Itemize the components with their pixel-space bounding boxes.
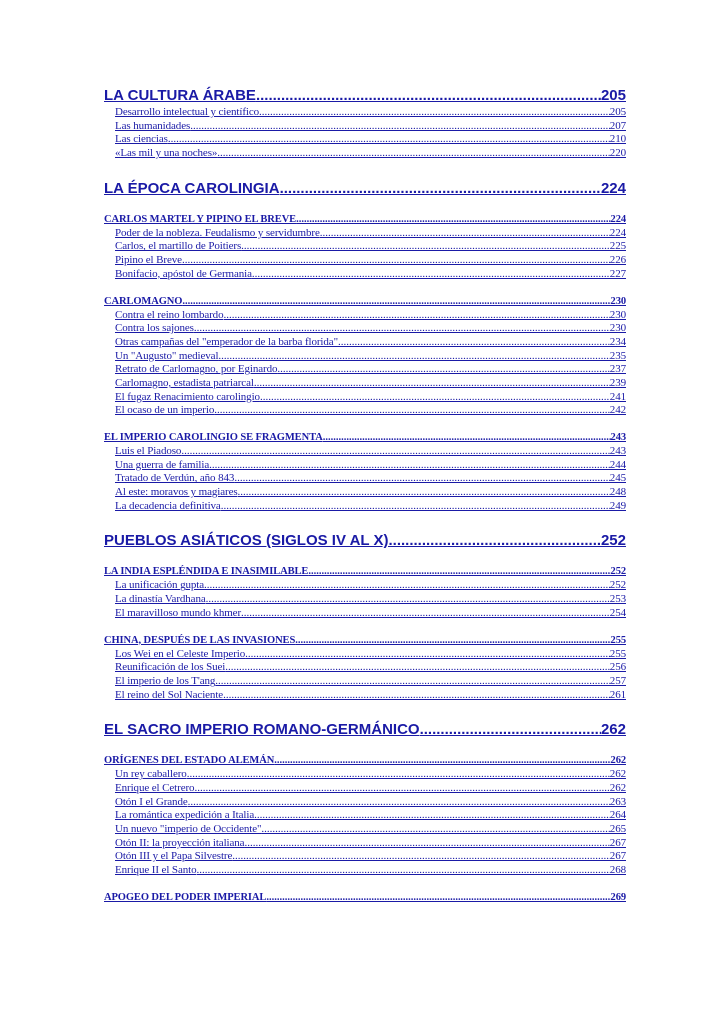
toc-dot-leader xyxy=(209,459,610,473)
toc-subsection-link[interactable] xyxy=(104,106,626,120)
toc-dot-leader xyxy=(182,254,610,268)
toc-subsection-link[interactable] xyxy=(104,579,626,593)
toc-subsection-link[interactable] xyxy=(104,133,626,147)
toc-page-number: 255 xyxy=(609,647,626,660)
toc-dot-leader xyxy=(232,850,610,864)
toc-dot-leader xyxy=(168,133,610,147)
toc-subsection-link[interactable] xyxy=(104,782,626,796)
toc-entry-title: PUEBLOS ASIÁTICOS (SIGLOS IV AL X) xyxy=(104,532,389,550)
toc-dot-leader xyxy=(244,837,609,851)
toc-dot-leader xyxy=(261,823,609,837)
toc-page-number: 230 xyxy=(609,322,626,335)
toc-page-number: 243 xyxy=(610,432,626,443)
toc-page-number: 245 xyxy=(609,472,626,485)
toc-entry-title: LA INDIA ESPLÉNDIDA E INASIMILABLE xyxy=(104,566,309,578)
toc-page-number: 205 xyxy=(600,87,626,104)
toc-entry-title: Otón II: la proyección italiana xyxy=(115,836,245,849)
toc-section-link[interactable] xyxy=(104,634,626,648)
toc-subsection-link[interactable] xyxy=(104,268,626,282)
toc-page-number: 235 xyxy=(609,349,626,362)
toc-entry-title: Bonifacio, apóstol de Germania xyxy=(115,267,252,280)
toc-page-number: 262 xyxy=(600,721,626,739)
toc-dot-leader xyxy=(182,295,610,309)
toc-dot-leader xyxy=(194,322,610,336)
toc-page-number: 225 xyxy=(609,240,626,253)
toc-entry-title: El maravilloso mundo khmer xyxy=(115,606,242,619)
toc-section-link[interactable] xyxy=(104,295,626,309)
toc-dot-leader xyxy=(223,689,610,703)
toc-subsection-link[interactable] xyxy=(104,227,626,241)
toc-subsection-link[interactable] xyxy=(104,309,626,323)
toc-dot-leader xyxy=(320,227,610,241)
toc-entry-title: La decadencia definitiva xyxy=(115,499,221,512)
toc-dot-leader xyxy=(218,350,609,364)
toc-dot-leader xyxy=(388,531,600,551)
toc-page-number: 207 xyxy=(609,119,626,132)
toc-subsection-link[interactable] xyxy=(104,607,626,621)
toc-entry-title: Un rey caballero xyxy=(115,768,187,781)
toc-page-number: 262 xyxy=(609,781,626,794)
toc-entry-title: Una guerra de familia xyxy=(115,458,210,471)
toc-entry-title: El ocaso de un imperio xyxy=(115,404,215,417)
toc-dot-leader xyxy=(197,864,610,878)
toc-dot-leader xyxy=(252,268,610,282)
toc-entry-title: EL IMPERIO CAROLINGIO SE FRAGMENTA xyxy=(104,432,323,443)
toc-entry-title: Un "Augusto" medieval xyxy=(115,349,219,362)
toc-page-number: 239 xyxy=(609,376,626,389)
toc-page-number: 227 xyxy=(609,267,626,280)
toc-dot-leader xyxy=(204,579,610,593)
toc-page-number: 269 xyxy=(610,891,626,903)
toc-dot-leader xyxy=(190,120,610,134)
toc-page-number: 248 xyxy=(609,486,626,499)
toc-page-number: 230 xyxy=(610,295,626,307)
toc-page-number: 243 xyxy=(609,445,626,457)
toc-entry-title: El imperio de los T'ang xyxy=(115,674,216,687)
toc-dot-leader xyxy=(241,240,610,254)
toc-entry-title: CARLOS MARTEL Y PIPINO EL BREVE xyxy=(104,213,297,225)
toc-chapter-link[interactable] xyxy=(104,179,626,199)
toc-page-number: 267 xyxy=(609,850,626,863)
toc-entry-title: Otón III y el Papa Silvestre xyxy=(115,850,233,863)
toc-entry-title: EL SACRO IMPERIO ROMANO-GERMÁNICO xyxy=(104,721,420,739)
toc-subsection-link[interactable] xyxy=(104,445,626,459)
toc-entry-title: Reunificación de los Suei xyxy=(115,661,226,674)
toc-page-number: 252 xyxy=(600,532,626,550)
toc-page-number: 254 xyxy=(609,606,626,619)
toc-dot-leader xyxy=(241,607,610,621)
toc-page-number: 262 xyxy=(609,768,626,781)
toc-dot-leader xyxy=(295,634,610,648)
toc-subsection-link[interactable] xyxy=(104,768,626,782)
toc-page-number: 237 xyxy=(609,363,626,376)
toc-section-link[interactable] xyxy=(104,213,626,227)
toc-entry-title: Un nuevo "imperio de Occidente" xyxy=(115,823,262,835)
toc-dot-leader xyxy=(274,754,610,768)
toc-page-number: 267 xyxy=(609,836,626,849)
toc-page-number: 262 xyxy=(610,755,626,767)
toc-entry-title: LA CULTURA ÁRABE xyxy=(104,87,256,104)
toc-dot-leader xyxy=(194,782,609,796)
toc-page-number: 224 xyxy=(600,179,626,197)
toc-dot-leader xyxy=(338,336,610,350)
toc-page-number: 249 xyxy=(609,499,626,512)
toc-dot-leader xyxy=(245,648,610,662)
toc-dot-leader xyxy=(221,500,610,514)
toc-subsection-link[interactable] xyxy=(104,240,626,254)
toc-chapter-link[interactable] xyxy=(104,86,626,106)
toc-dot-leader xyxy=(188,796,610,810)
toc-entry-title: Retrato de Carlomagno, por Eginardo xyxy=(115,363,278,376)
toc-entry-title: Los Wei en el Celeste Imperio xyxy=(115,647,246,660)
toc-page-number: 257 xyxy=(609,674,626,687)
toc-page-number: 224 xyxy=(609,226,626,239)
toc-entry-title: Otras campañas del "emperador de la barba florida" xyxy=(115,335,338,348)
toc-entry-title: El reino del Sol Naciente xyxy=(115,688,224,701)
toc-entry-title: La romántica expedición a Italia xyxy=(115,809,255,822)
toc-entry-title: Al este: moravos y magiares xyxy=(115,486,238,499)
toc-dot-leader xyxy=(266,891,610,905)
toc-page-number: 234 xyxy=(609,335,626,348)
toc-subsection-link[interactable] xyxy=(104,850,626,864)
toc-entry-title: CHINA, DESPUÉS DE LAS INVASIONES xyxy=(104,634,296,646)
toc-subsection-link[interactable] xyxy=(104,809,626,823)
toc-dot-leader xyxy=(254,809,610,823)
toc-subsection-link[interactable] xyxy=(104,796,626,810)
toc-subsection-link[interactable] xyxy=(104,459,626,473)
toc-dot-leader xyxy=(187,768,610,782)
toc-entry-title: Las ciencias xyxy=(115,133,168,146)
toc-subsection-link[interactable] xyxy=(104,147,626,161)
toc-subsection-link[interactable] xyxy=(104,500,626,514)
toc-dot-leader xyxy=(280,179,601,199)
toc-dot-leader xyxy=(214,404,610,418)
toc-entry-title: Luis el Piadoso xyxy=(115,445,182,457)
toc-entry-title: Pipino el Breve xyxy=(115,254,182,267)
toc-subsection-link[interactable] xyxy=(104,350,626,364)
toc-section-link[interactable] xyxy=(104,754,626,768)
toc-subsection-link[interactable] xyxy=(104,837,626,851)
toc-entry-title: Carlos, el martillo de Poitiers xyxy=(115,240,242,253)
toc-subsection-link[interactable] xyxy=(104,404,626,418)
toc-dot-leader xyxy=(256,86,601,106)
toc-page-number: 253 xyxy=(609,593,626,606)
toc-page-number: 205 xyxy=(609,106,626,118)
toc-entry-title: ORÍGENES DEL ESTADO ALEMÁN xyxy=(104,755,275,767)
toc-subsection-link[interactable] xyxy=(104,254,626,268)
toc-dot-leader xyxy=(224,309,610,323)
toc-dot-leader xyxy=(206,593,610,607)
toc-entry-title: LA ÉPOCA CAROLINGIA xyxy=(104,179,280,197)
toc-page-number: 220 xyxy=(609,147,626,160)
table-of-contents xyxy=(104,86,626,905)
toc-subsection-link[interactable] xyxy=(104,486,626,500)
toc-entry-title: Carlomagno, estadista patriarcal xyxy=(115,376,254,389)
toc-entry-title: El fugaz Renacimiento carolingio xyxy=(115,390,260,403)
toc-subsection-link[interactable] xyxy=(104,648,626,662)
toc-section-link[interactable] xyxy=(104,891,626,905)
toc-page-number: 263 xyxy=(609,795,626,808)
toc-page-number: 210 xyxy=(609,133,626,146)
toc-entry-title: Poder de la nobleza. Feudalismo y servidumbre xyxy=(115,226,320,239)
toc-entry-title: CARLOMAGNO xyxy=(104,295,183,307)
toc-page-number: 265 xyxy=(609,823,626,835)
toc-page-number: 264 xyxy=(609,809,626,822)
toc-entry-title: Contra los sajones xyxy=(115,322,194,335)
toc-page-number: 252 xyxy=(609,579,626,592)
toc-subsection-link[interactable] xyxy=(104,472,626,486)
toc-subsection-link[interactable] xyxy=(104,120,626,134)
toc-dot-leader xyxy=(277,363,609,377)
toc-subsection-link[interactable] xyxy=(104,363,626,377)
toc-chapter-link[interactable] xyxy=(104,531,626,551)
toc-subsection-link[interactable] xyxy=(104,593,626,607)
toc-subsection-link[interactable] xyxy=(104,336,626,350)
toc-dot-leader xyxy=(234,472,609,486)
toc-page-number: 244 xyxy=(609,458,626,471)
toc-page-number: 224 xyxy=(610,213,626,225)
toc-dot-leader xyxy=(323,431,611,445)
toc-entry-title: Contra el reino lombardo xyxy=(115,308,224,321)
toc-entry-title: Tratado de Verdún, año 843 xyxy=(115,472,235,485)
toc-entry-title: Enrique el Cetrero xyxy=(115,781,195,794)
toc-section-link[interactable] xyxy=(104,431,626,445)
toc-dot-leader xyxy=(260,391,610,405)
toc-dot-leader xyxy=(259,106,610,120)
toc-subsection-link[interactable] xyxy=(104,864,626,878)
toc-subsection-link[interactable] xyxy=(104,675,626,689)
toc-subsection-link[interactable] xyxy=(104,377,626,391)
toc-page-number: 230 xyxy=(609,308,626,321)
toc-subsection-link[interactable] xyxy=(104,689,626,703)
toc-page-number: 256 xyxy=(609,661,626,674)
toc-subsection-link[interactable] xyxy=(104,322,626,336)
toc-dot-leader xyxy=(420,720,601,740)
toc-dot-leader xyxy=(254,377,610,391)
toc-entry-title: La unificación gupta xyxy=(115,579,205,592)
toc-dot-leader xyxy=(225,661,610,675)
toc-entry-title: APOGEO DEL PODER IMPERIAL xyxy=(104,891,267,903)
toc-page-number: 252 xyxy=(610,566,626,578)
toc-page-number: 255 xyxy=(610,634,626,646)
toc-page-number: 261 xyxy=(609,688,626,701)
toc-entry-title: Desarrollo intelectual y científico xyxy=(115,106,260,118)
toc-page-number: 242 xyxy=(609,404,626,417)
toc-subsection-link[interactable] xyxy=(104,661,626,675)
toc-entry-title: «Las mil y una noches» xyxy=(115,147,218,160)
toc-dot-leader xyxy=(296,213,610,227)
toc-page-number: 268 xyxy=(609,864,626,877)
toc-page-number: 226 xyxy=(609,254,626,267)
toc-chapter-link[interactable] xyxy=(104,720,626,740)
toc-dot-leader xyxy=(217,147,610,161)
toc-entry-title: La dinastía Vardhana xyxy=(115,593,206,606)
toc-subsection-link[interactable] xyxy=(104,823,626,837)
toc-dot-leader xyxy=(215,675,610,689)
toc-dot-leader xyxy=(308,565,610,579)
toc-section-link[interactable] xyxy=(104,565,626,579)
toc-subsection-link[interactable] xyxy=(104,391,626,405)
toc-entry-title: Otón I el Grande xyxy=(115,795,188,808)
toc-entry-title: Las humanidades xyxy=(115,119,191,132)
toc-dot-leader xyxy=(238,486,610,500)
toc-page-number: 241 xyxy=(609,390,626,403)
toc-entry-title: Enrique II el Santo xyxy=(115,864,197,877)
toc-dot-leader xyxy=(181,445,609,459)
